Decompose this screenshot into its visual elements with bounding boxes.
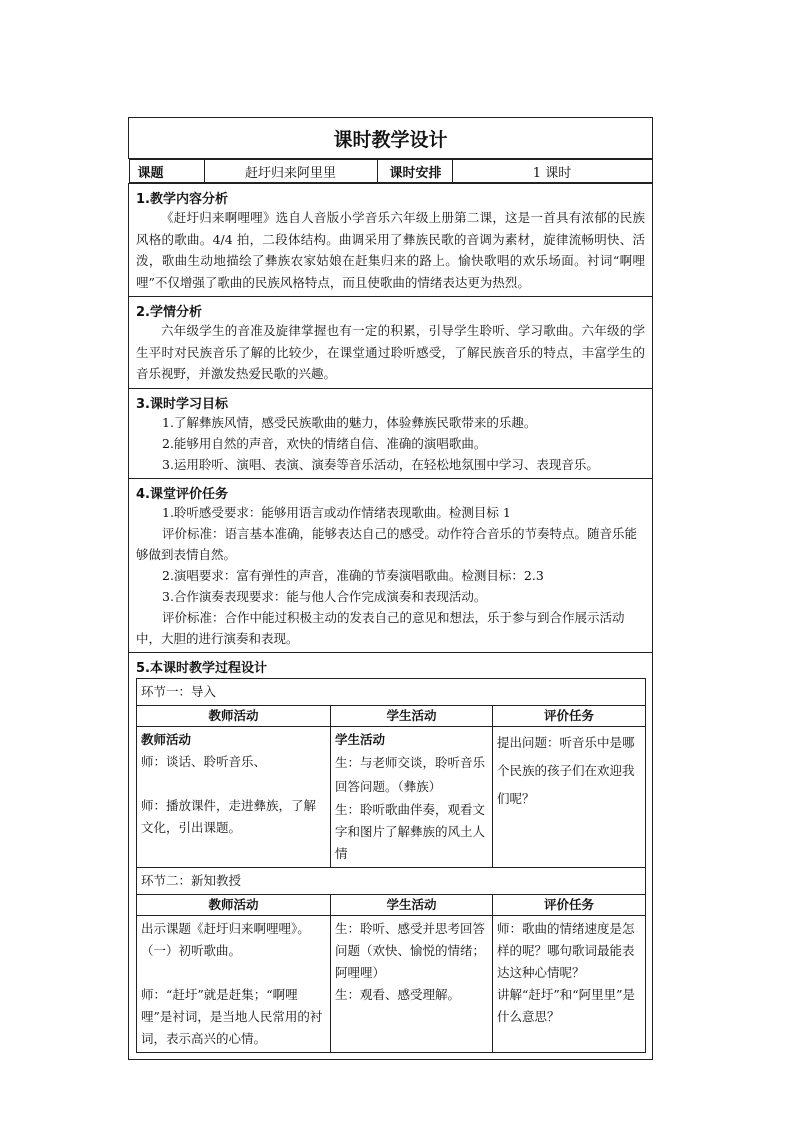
teacher-activity-cell <box>137 915 331 1052</box>
meta-row <box>129 159 653 183</box>
student-line: 生：观看、感受理解。 <box>335 986 461 1002</box>
student-line: 生：与老师交谈，聆听音乐回答问题。（彝族） <box>335 754 486 794</box>
column-header-student: 学生活动 <box>331 894 493 915</box>
evaluation-line: 1.聆听感受要求：能够用语言或动作情绪表现歌曲。检测目标 1 <box>162 504 511 520</box>
column-header-evaluation: 评价任务 <box>493 894 646 915</box>
section-heading: 2.学情分析 <box>136 305 202 320</box>
teacher-line: 师：播放课件，走进彝族，了解文化，引出课题。 <box>141 797 317 835</box>
evaluation-line: 讲解“赶圩”和“阿里里”是什么意思？ <box>497 986 636 1024</box>
stage-title: 环节二：新知教授 <box>137 867 646 894</box>
evaluation-line: 3.合作演奏表现要求：能与他人合作完成演奏和表现活动。 <box>162 588 487 604</box>
topic-value: 赶圩归来阿里里 <box>204 160 377 183</box>
evaluation-cell <box>493 726 646 867</box>
lesson-design-document <box>128 117 653 1060</box>
schedule-label: 课时安排 <box>377 160 452 183</box>
goal-item: 1.了解彝族风情，感受民族歌曲的魅力，体验彝族民歌带来的乐趣。 <box>162 414 537 430</box>
column-header-teacher: 教师活动 <box>137 705 331 726</box>
teacher-activity-cell <box>137 726 331 867</box>
section-heading: 3.课时学习目标 <box>136 396 228 412</box>
cell-heading: 教师活动 <box>141 731 192 747</box>
goal-item: 3.运用聆听、演唱、表演、演奏等音乐活动，在轻松地氛围中学习、表现音乐。 <box>162 456 599 472</box>
section-heading: 1.教学内容分析 <box>136 192 228 207</box>
section-evaluation-tasks <box>129 478 653 652</box>
stage-table-new-knowledge <box>136 867 646 1053</box>
student-activity-cell <box>331 915 493 1052</box>
evaluation-line: 2.演唱要求：富有弹性的声音，准确的节奏演唱歌曲。检测目标：2.3 <box>162 567 544 583</box>
topic-label: 课题 <box>129 160 204 183</box>
section-paragraph: 六年级学生的音准及旋律掌握也有一定的积累，引导学生聆听、学习歌曲。六年级的学生平时对民族音乐了解的比较少，在课堂通过聆听感受，了解民族音乐的特点，丰富学生的音乐视野，并激发热爱民歌的兴趣。 <box>136 323 645 381</box>
column-header-evaluation: 评价任务 <box>493 705 646 726</box>
section-paragraph: 《赶圩归来啊哩哩》选自人音版小学音乐六年级上册第二课，这是一首具有浓郁的民族风格的歌曲。4/4 拍，二段体结构。曲调采用了彝族民歌的音调为素材，旋律流畅明快、活泼，歌曲生动地描绘了彝族农家姑娘在赶集归来的路上。愉快歌唱的欢乐场面。衬词“啊哩哩”不仅增强了歌曲的民族风格特点，而且使歌曲的情绪表达更为热烈。 <box>136 210 645 290</box>
section-heading: 5.本课时教学过程设计 <box>136 660 267 676</box>
column-header-student: 学生活动 <box>331 705 493 726</box>
student-line: 生：聆听歌曲伴奏，观看文字和图片了解彝族的风土人情 <box>335 801 486 861</box>
student-activity-cell <box>331 726 493 867</box>
column-header-teacher: 教师活动 <box>137 894 331 915</box>
teacher-line: 师：谈话、聆听音乐、 <box>141 753 267 769</box>
evaluation-cell <box>493 915 646 1052</box>
spacer <box>141 773 326 795</box>
section-heading: 4.课堂评价任务 <box>136 486 228 502</box>
spacer <box>141 962 326 984</box>
goal-item: 2.能够用自然的声音，欢快的情绪自信、准确的演唱歌曲。 <box>162 435 487 451</box>
section-learning-goals <box>129 388 653 478</box>
stage-title: 环节一：导入 <box>137 678 646 705</box>
evaluation-line: 提出问题：听音乐中是哪个民族的孩子们在欢迎我们呢？ <box>497 734 635 806</box>
evaluation-line: 评价标准：语言基本准确，能够表达自己的感受。动作符合音乐的节奏特点。随音乐能够做到表情自然。 <box>136 525 638 562</box>
evaluation-line: 师：歌曲的情绪速度是怎样的呢？哪句歌词最能表达这种心情呢？ <box>497 920 635 980</box>
schedule-value: 1 课时 <box>452 160 652 183</box>
cell-heading: 学生活动 <box>335 731 386 747</box>
stage-table-intro <box>136 678 646 868</box>
document-title: 课时教学设计 <box>129 118 653 159</box>
student-line: 生：聆听、感受并思考回答问题（欢快、愉悦的情绪；阿哩哩） <box>335 920 486 980</box>
section-content-analysis <box>129 184 653 297</box>
section-learner-analysis <box>129 297 653 389</box>
evaluation-line: 评价标准：合作中能过积极主动的发表自己的意见和想法，乐于参与到合作展示活动中，大胆的进行演奏和表现。 <box>136 609 625 646</box>
teacher-line: 师：“赶圩”就是赶集；“啊哩哩”是衬词，是当地人民常用的衬词，表示高兴的心情。 <box>141 986 323 1046</box>
lesson-table <box>128 117 653 1060</box>
teacher-line: 出示课题《赶圩归来啊哩哩》。（一）初听歌曲。 <box>141 920 310 958</box>
section-process-design <box>129 652 653 1059</box>
